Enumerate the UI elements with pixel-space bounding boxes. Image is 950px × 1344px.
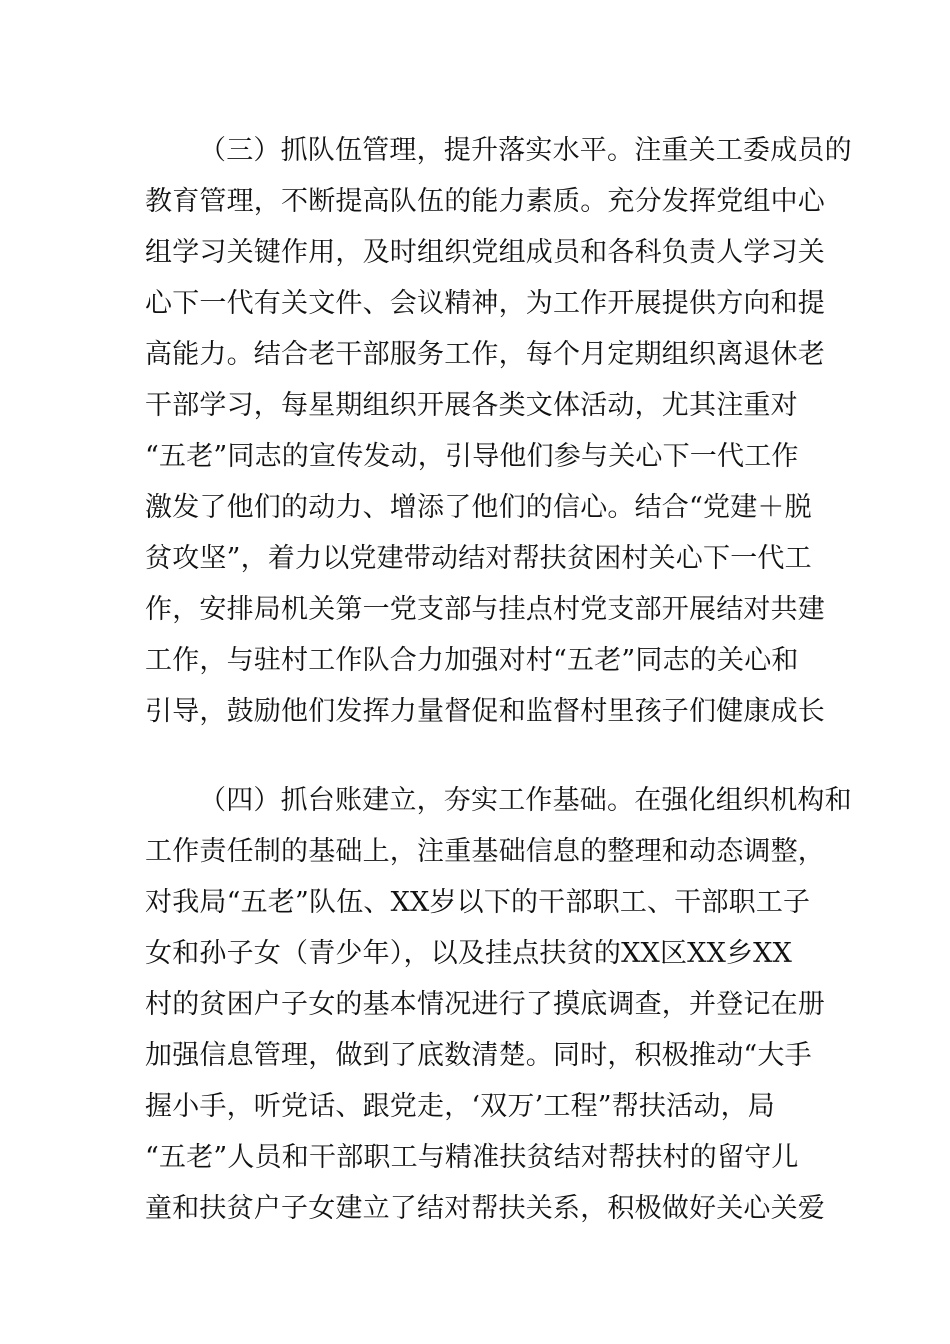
text-line: 童和扶贫户子女建立了结对帮扶关系，积极做好关心关爱 xyxy=(145,1193,825,1224)
text-line: 加强信息管理，做到了底数清楚。同时，积极推动“大手 xyxy=(145,1040,812,1071)
paragraph-team-management xyxy=(145,125,852,737)
text-line: 握小手，听党话、跟党走，‘双万’工程”帮扶活动，局 xyxy=(145,1091,775,1122)
text-line: 对我局“五老”队伍、XX岁以下的干部职工、干部职工子 xyxy=(145,887,811,918)
text-line: 作，安排局机关第一党支部与挂点村党支部开展结对共建 xyxy=(145,594,825,625)
text-line: 工作，与驻村工作队合力加强对村“五老”同志的关心和 xyxy=(145,645,799,676)
text-line: 贫攻坚”，着力以党建带动结对帮扶贫困村关心下一代工 xyxy=(145,543,812,574)
text-line: 心下一代有关文件、会议精神，为工作开展提供方向和提 xyxy=(145,288,825,319)
text-line: 组学习关键作用，及时组织党组成员和各科负责人学习关 xyxy=(145,237,825,268)
text-line: 引导，鼓励他们发挥力量督促和监督村里孩子们健康成长 xyxy=(145,696,825,727)
text-line: 村的贫困户子女的基本情况进行了摸底调查，并登记在册 xyxy=(145,989,825,1020)
paragraph-ledger-building xyxy=(145,775,852,1234)
text-line: 教育管理，不断提高队伍的能力素质。充分发挥党组中心 xyxy=(145,186,825,217)
text-line: （四）抓台账建立，夯实工作基础。在强化组织机构和 xyxy=(199,785,852,816)
text-line: “五老”人员和干部职工与精准扶贫结对帮扶村的留守儿 xyxy=(145,1142,799,1173)
text-line: 干部学习，每星期组织开展各类文体活动，尤其注重对 xyxy=(145,390,798,421)
text-line: “五老”同志的宣传发动，引导他们参与关心下一代工作 xyxy=(145,441,799,472)
text-line: 高能力。结合老干部服务工作，每个月定期组织离退休老 xyxy=(145,339,825,370)
text-line: 工作责任制的基础上，注重基础信息的整理和动态调整， xyxy=(145,836,825,867)
text-line: （三）抓队伍管理，提升落实水平。注重关工委成员的 xyxy=(199,135,852,166)
text-line: 激发了他们的动力、增添了他们的信心。结合“党建＋脱 xyxy=(145,492,812,523)
text-line: 女和孙子女（青少年），以及挂点扶贫的XX区XX乡XX xyxy=(145,938,793,969)
